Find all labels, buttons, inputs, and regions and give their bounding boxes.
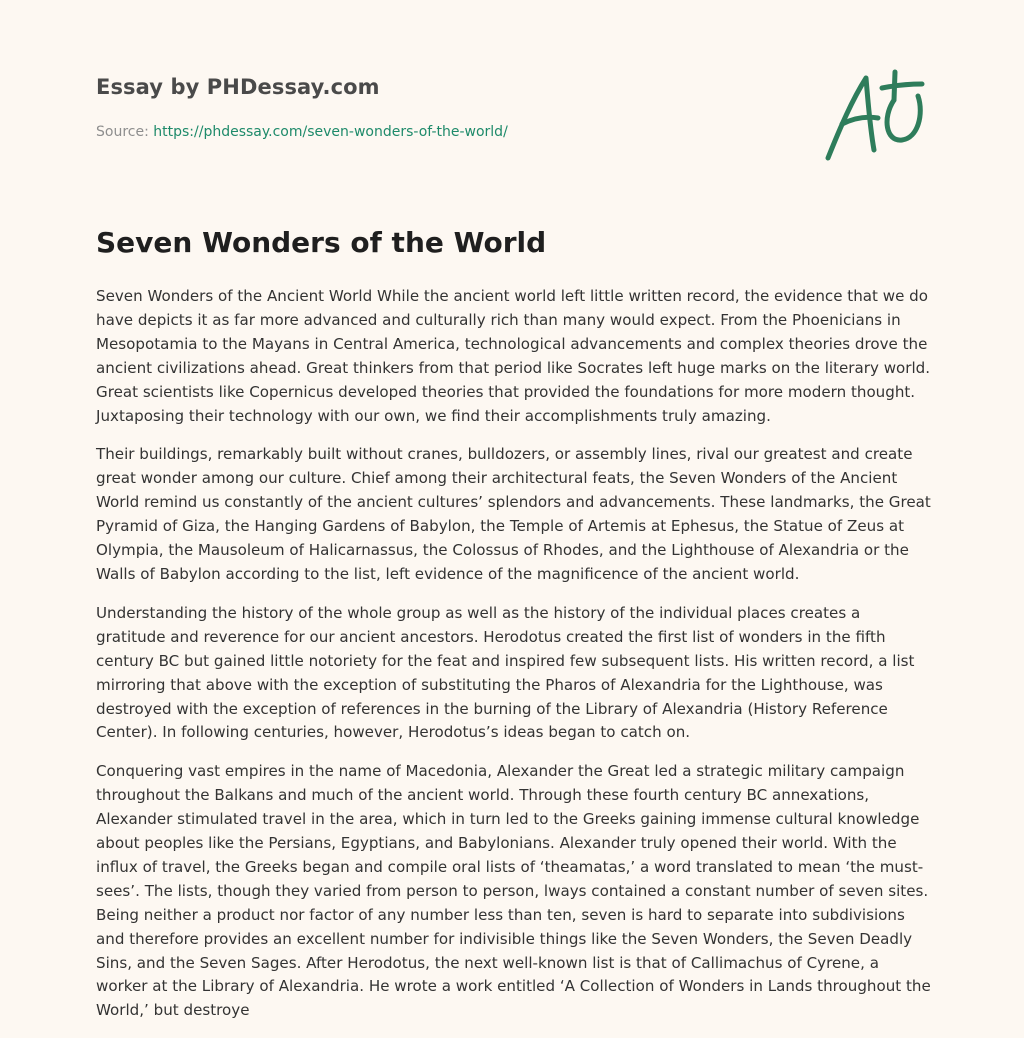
essay-title: Seven Wonders of the World [96,226,547,259]
plus-loop-stroke [887,96,920,140]
essay-body [96,285,932,1038]
source-label: Source: [96,124,154,140]
essay-paragraph: Seven Wonders of the Ancient World While the ancient world left little written record, the evidence that we do have depicts it as far more advanced and culturally rich than many would expect. From the Phoenicians in Mesopotamia to the Mayans in Central America, technological advancements and complex theories drove the ancient civilizations ahead. Great thinkers from that period like Socrates left huge marks on the literary world. Great scientists like Copernicus developed theories that provided the foundations for more modern thought. Juxtaposing their technology with our own, we find their accomplishments truly amazing. [96,287,931,425]
source-link[interactable]: https://phdessay.com/seven-wonders-of-the-world/ [153,124,508,140]
essay-paragraph: Their buildings, remarkably built without cranes, bulldozers, or assembly lines, rival our greatest and create great wonder among our culture. Chief among their architectural feats, the Seven Wonders of the Ancient World remind us constantly of the ancient cultures’ splendors and advancements. These landmarks, the Great Pyramid of Giza, the Hanging Gardens of Babylon, the Temple of Artemis at Ephesus, the Statue of Zeus at Olympia, the Mausoleum of Halicarnassus, the Colossus of Rhodes, and the Lighthouse of Alexandria or the Walls of Babylon according to the list, left evidence of the magnificence of the ancient world. [96,445,931,583]
plus-horizontal-stroke [882,84,922,88]
essay-paragraph: Understanding the history of the whole group as well as the history of the individual places creates a gratitude and reverence for our ancient ancestors. Herodotus created the first list of wonders in the fifth century BC but gained little notoriety for the feat and inspired few subsequent lists. His written record, a list mirroring that above with the exception of substituting the Pharos of Alexandria for the Lighthouse, was destroyed with the exception of references in the burning of the Library of Alexandria (History Reference Center). In following centuries, however, Herodotus’s ideas began to catch on. [96,603,915,742]
site-title: Essay by PHDessay.com [96,75,380,99]
essay-paragraph: Conquering vast empires in the name of Macedonia, Alexander the Great led a strategic military campaign throughout the Balkans and much of the ancient world. Through these fourth century BC annexations, Alexander stimulated travel in the area, which in turn led to the Greeks gaining immense cultural knowledge about peoples like the Persians, Egyptians, and Babylonians. Alexander truly opened their world. With the influx of travel, the Greeks began and compile oral lists of ‘theamatas,’ a word translated to mean ‘the must-sees’. The lists, though they varied from person to person, lways contained a constant number of seven sites. Being neither a product nor factor of any number less than ten, seven is hard to separate into subdivisions and therefore provides an excellent number for indivisible things like the Seven Wonders, the Seven Deadly Sins, and the Seven Sages. After Herodotus, the next well-known list is that of Callimachus of Cyrene, a worker at the Library of Alexandria. He wrote a work entitled ‘A Collection of Wonders in Lands throughout the World,’ but destroye [96,762,931,1020]
source-line [96,124,508,140]
a-plus-grade-icon [822,66,928,166]
